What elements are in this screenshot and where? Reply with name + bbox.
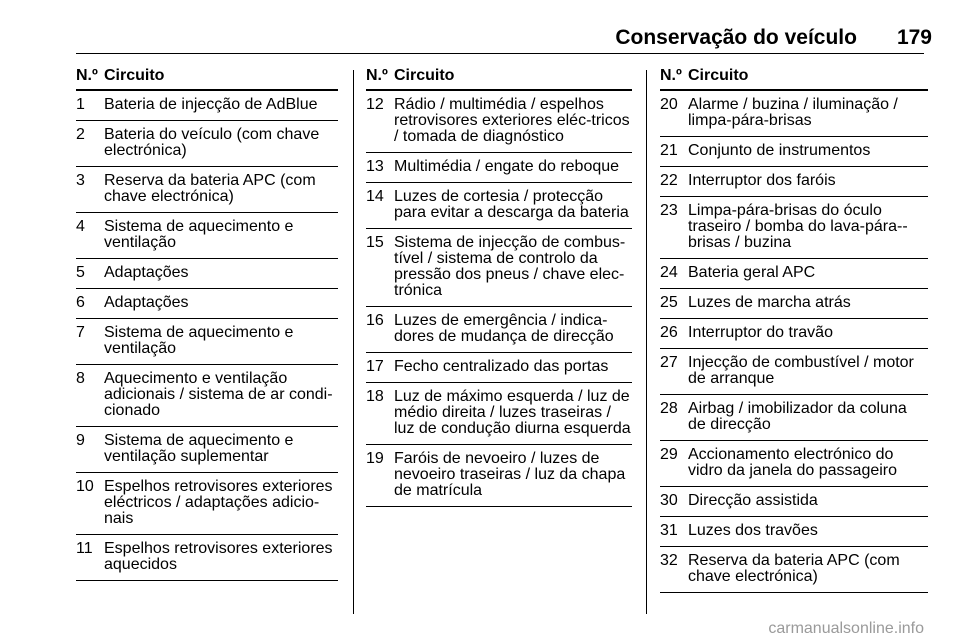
- column-header-number: N.º: [76, 67, 98, 84]
- fuse-number: 25: [660, 294, 678, 311]
- fuse-number: 12: [366, 96, 384, 113]
- circuit-description: Interruptor do travão: [688, 324, 833, 341]
- fuse-number: 18: [366, 388, 384, 405]
- fuse-number: 15: [366, 234, 384, 251]
- fuse-number: 5: [76, 264, 85, 281]
- table-row: [76, 121, 338, 167]
- column-header-circuit: Circuito: [104, 67, 165, 84]
- fuse-number: 19: [366, 450, 384, 467]
- table-row: [366, 229, 632, 307]
- table-row: [76, 365, 338, 427]
- fuse-number: 26: [660, 324, 678, 341]
- table-row: [76, 427, 338, 473]
- fuse-number: 30: [660, 492, 678, 509]
- fuse-table-column-1: [76, 66, 338, 581]
- table-row: [660, 487, 928, 517]
- circuit-description: Direcção assistida: [688, 492, 818, 509]
- circuit-description: Adaptações: [104, 294, 189, 311]
- fuse-number: 17: [366, 358, 384, 375]
- fuse-number: 11: [76, 540, 93, 557]
- circuit-description: Luz de máximo esquerda / luz de médio direita / luzes traseiras / luz de condução diurna esquerda: [394, 388, 631, 437]
- table-row: [660, 349, 928, 395]
- column-header-circuit: Circuito: [394, 67, 455, 84]
- table-row: [366, 183, 632, 229]
- fuse-number: 16: [366, 312, 384, 329]
- circuit-description: Luzes dos travões: [688, 522, 818, 539]
- circuit-description: Reserva da bateria APC (com chave electrónica): [104, 172, 316, 205]
- fuse-number: 29: [660, 446, 678, 463]
- circuit-description: Luzes de cortesia / protecção para evitar a descarga da bateria: [394, 188, 629, 221]
- fuse-number: 13: [366, 158, 384, 175]
- table-row: [366, 383, 632, 445]
- fuse-number: 27: [660, 354, 678, 371]
- circuit-description: Luzes de emergência / indica-dores de mudança de direcção: [394, 312, 614, 345]
- table-row: [660, 395, 928, 441]
- circuit-description: Rádio / multimédia / espelhos retrovisores exteriores eléc-tricos / tomada de diagnóstico: [394, 96, 630, 145]
- circuit-description: Luzes de marcha atrás: [688, 294, 851, 311]
- fuse-number: 28: [660, 400, 678, 417]
- table-row: [76, 167, 338, 213]
- table-row: [76, 289, 338, 319]
- table-row: [366, 153, 632, 183]
- table-row: [660, 441, 928, 487]
- page-title: Conservação do veículo: [615, 26, 857, 49]
- fuse-number: 24: [660, 264, 678, 281]
- fuse-number: 7: [76, 324, 85, 341]
- table-row: [76, 473, 338, 535]
- fuse-number: 23: [660, 202, 678, 219]
- table-row: [76, 319, 338, 365]
- fuse-number: 6: [76, 294, 85, 311]
- table-row: [660, 517, 928, 547]
- table-row: [366, 307, 632, 353]
- circuit-description: Multimédia / engate do reboque: [394, 158, 620, 175]
- circuit-description: Sistema de aquecimento e ventilação: [104, 218, 294, 251]
- fuse-number: 1: [76, 96, 85, 113]
- circuit-description: Alarme / buzina / iluminação / limpa-pára-brisas: [688, 96, 898, 129]
- circuit-description: Adaptações: [104, 264, 189, 281]
- circuit-description: Aquecimento e ventilação adicionais / sistema de ar condi-cionado: [104, 370, 333, 419]
- circuit-description: Sistema de aquecimento e ventilação: [104, 324, 294, 357]
- page-number: 179: [896, 26, 932, 49]
- circuit-description: Fecho centralizado das portas: [394, 358, 609, 375]
- fuse-number: 31: [660, 522, 678, 539]
- table-row: [76, 535, 338, 581]
- fuse-number: 4: [76, 218, 85, 235]
- circuit-description: Bateria do veículo (com chave electrónica): [104, 126, 320, 159]
- fuse-number: 3: [76, 172, 85, 189]
- table-row: [76, 259, 338, 289]
- column-header-circuit: Circuito: [688, 67, 749, 84]
- circuit-description: Sistema de aquecimento e ventilação suplementar: [104, 432, 294, 465]
- fuse-number: 14: [366, 188, 384, 205]
- circuit-description: Injecção de combustível / motor de arranque: [688, 354, 914, 387]
- table-row: [660, 91, 928, 137]
- column-header-number: N.º: [660, 67, 682, 84]
- table-header: [366, 66, 632, 91]
- fuse-number: 9: [76, 432, 85, 449]
- table-row: [660, 167, 928, 197]
- column-header-number: N.º: [366, 67, 388, 84]
- page-header: [72, 26, 932, 56]
- circuit-description: Bateria de injecção de AdBlue: [104, 96, 318, 113]
- circuit-description: Interruptor dos faróis: [688, 172, 836, 189]
- table-row: [660, 259, 928, 289]
- circuit-description: Conjunto de instrumentos: [688, 142, 871, 159]
- table-row: [660, 547, 928, 593]
- table-row: [366, 445, 632, 507]
- fuse-number: 32: [660, 552, 678, 569]
- circuit-description: Airbag / imobilizador da coluna de direcção: [688, 400, 907, 433]
- table-row: [660, 137, 928, 167]
- fuse-table-column-2: [366, 66, 632, 507]
- column-divider: [353, 70, 354, 614]
- table-row: [76, 213, 338, 259]
- fuse-number: 20: [660, 96, 678, 113]
- fuse-number: 2: [76, 126, 85, 143]
- circuit-description: Accionamento electrónico do vidro da janela do passageiro: [688, 446, 898, 479]
- table-header: [76, 66, 338, 91]
- circuit-description: Espelhos retrovisores exteriores eléctricos / adaptações adicio-nais: [104, 478, 333, 527]
- table-row: [76, 91, 338, 121]
- column-divider: [646, 70, 647, 614]
- circuit-description: Reserva da bateria APC (com chave electrónica): [688, 552, 900, 585]
- fuse-number: 21: [660, 142, 678, 159]
- table-row: [366, 353, 632, 383]
- watermark: carmanualsonline.info: [768, 620, 924, 637]
- circuit-description: Sistema de injecção de combus-tível / sistema de controlo da pressão dos pneus / chave elec-trónica: [394, 234, 626, 299]
- circuit-description: Faróis de nevoeiro / luzes de nevoeiro traseiras / luz da chapa de matrícula: [394, 450, 626, 499]
- fuse-number: 8: [76, 370, 85, 387]
- table-row: [660, 289, 928, 319]
- fuse-number: 10: [76, 478, 94, 495]
- fuse-table-column-3: [660, 66, 928, 593]
- table-row: [660, 197, 928, 259]
- table-header: [660, 66, 928, 91]
- circuit-description: Espelhos retrovisores exteriores aquecidos: [104, 540, 333, 573]
- fuse-number: 22: [660, 172, 678, 189]
- table-row: [366, 91, 632, 153]
- circuit-description: Limpa-pára-brisas do óculo traseiro / bomba do lava-pára--brisas / buzina: [688, 202, 908, 251]
- header-divider: [76, 53, 924, 54]
- circuit-description: Bateria geral APC: [688, 264, 816, 281]
- table-row: [660, 319, 928, 349]
